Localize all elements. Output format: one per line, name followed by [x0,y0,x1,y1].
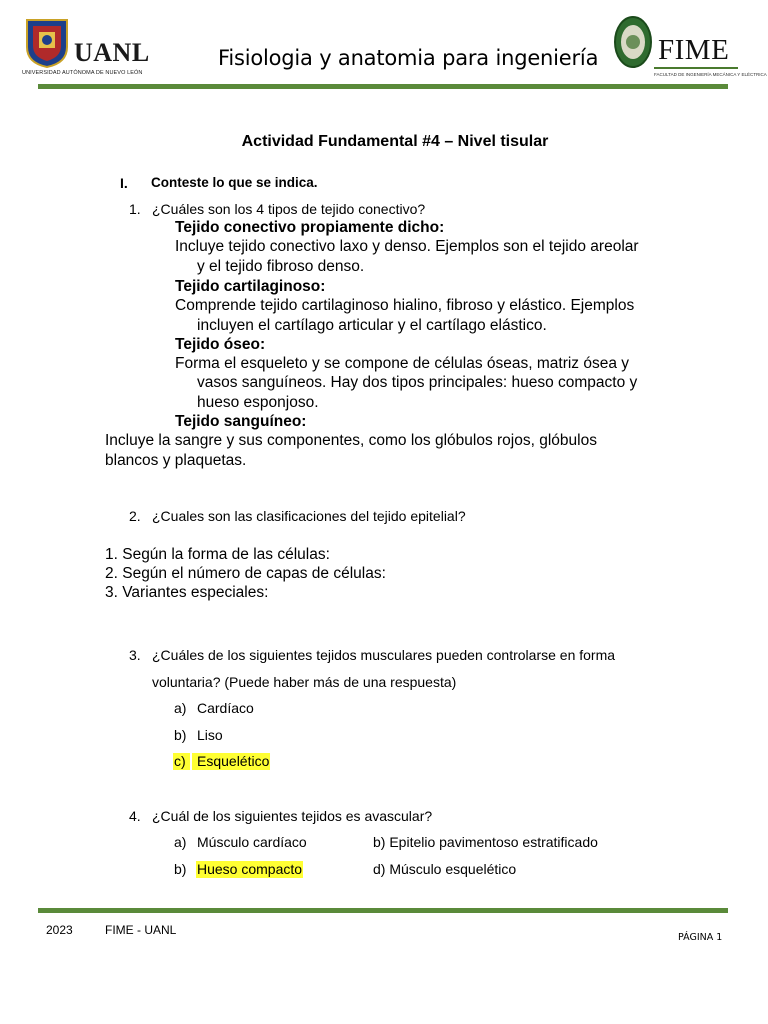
q4-number: 4. [129,808,141,824]
q3-text: ¿Cuáles de los siguientes tejidos musculares pueden controlarse en forma [152,647,616,663]
q1-paragraph-line: Incluye tejido conectivo laxo y denso. Ejemplos son el tejido areolar [175,238,639,255]
q1-heading-sanguineo: Tejido sanguíneo: [175,413,307,430]
footer-page-number: PÁGINA 1 [678,932,723,943]
q2-answer-line: 2. Según el número de capas de células: [105,565,386,582]
section-number: I. [120,175,128,191]
q3-option-letter: c) [173,753,190,770]
q2-answer-line: 1. Según la forma de las células: [105,546,330,563]
q2-answer-line: 3. Variantes especiales: [105,584,269,601]
uanl-logo-text: UANL [74,38,150,67]
q3-option-letter: b) [174,727,187,743]
q2-number: 2. [129,508,141,524]
footer-year: 2023 [46,923,73,937]
q3-option-b: Liso [197,727,223,743]
footer-rule [38,908,728,913]
q1-heading-conectivo: Tejido conectivo propiamente dicho: [175,219,445,236]
q1-number: 1. [129,201,141,217]
q4-option-highlighted: Hueso compacto [197,861,303,877]
fime-logo-divider [654,67,738,69]
q4-option-letter: b) [174,861,187,877]
fime-logo-text: FIME [658,34,730,66]
q1-paragraph-line: Comprende tejido cartilaginoso hialino, fibroso y elástico. Ejemplos [175,297,635,314]
document-title: Actividad Fundamental #4 – Nivel tisular [241,133,549,150]
q4-option-letter: a) [174,834,187,850]
q1-paragraph-line: Forma el esqueleto y se compone de células óseas, matriz ósea y [175,355,630,372]
q1-paragraph-line: vasos sanguíneos. Hay dos tipos principales: hueso compacto y [197,374,638,391]
q3-option-a: Cardíaco [197,700,254,716]
q1-paragraph-line: Incluye la sangre y sus componentes, como los glóbulos rojos, glóbulos [105,432,597,449]
q3-number: 3. [129,647,141,663]
q1-heading-oseo: Tejido óseo: [175,336,266,353]
q4-option-b: b) Epitelio pavimentoso estratificado [373,834,598,850]
q4-option-a: Músculo cardíaco [197,834,307,850]
uanl-crest-icon [24,17,70,69]
footer-org: FIME - UANL [105,923,177,937]
q1-heading-cartilaginoso: Tejido cartilaginoso: [175,278,326,295]
q3-text: voluntaria? (Puede haber más de una respuesta) [152,674,457,690]
q1-paragraph-line: y el tejido fibroso denso. [197,258,365,275]
header-title: Fisiologia y anatomia para ingeniería [218,46,599,70]
uanl-logo-subtext: UNIVERSIDAD AUTÓNOMA DE NUEVO LEÓN [22,70,143,76]
q4-text: ¿Cuál de los siguientes tejidos es avascular? [152,808,433,824]
q1-text: ¿Cuáles son los 4 tipos de tejido conectivo? [152,201,426,217]
q2-text: ¿Cuales son las clasificaciones del tejido epitelial? [152,508,466,524]
q1-paragraph-line: hueso esponjoso. [197,394,319,411]
fime-seal-icon [613,15,653,70]
q4-option-d: d) Músculo esquelético [373,861,517,877]
section-instruction: Conteste lo que se indica. [151,175,318,190]
q3-option-c-highlighted: Esquelético [192,753,270,770]
q3-option-letter: a) [174,700,187,716]
header-rule [38,84,728,89]
q1-paragraph-line: blancos y plaquetas. [105,452,247,469]
fime-logo-subtext: FACULTAD DE INGENIERÍA MECÁNICA Y ELÉCTRICA [654,72,767,77]
q1-paragraph-line: incluyen el cartílago articular y el cartílago elástico. [197,317,547,334]
